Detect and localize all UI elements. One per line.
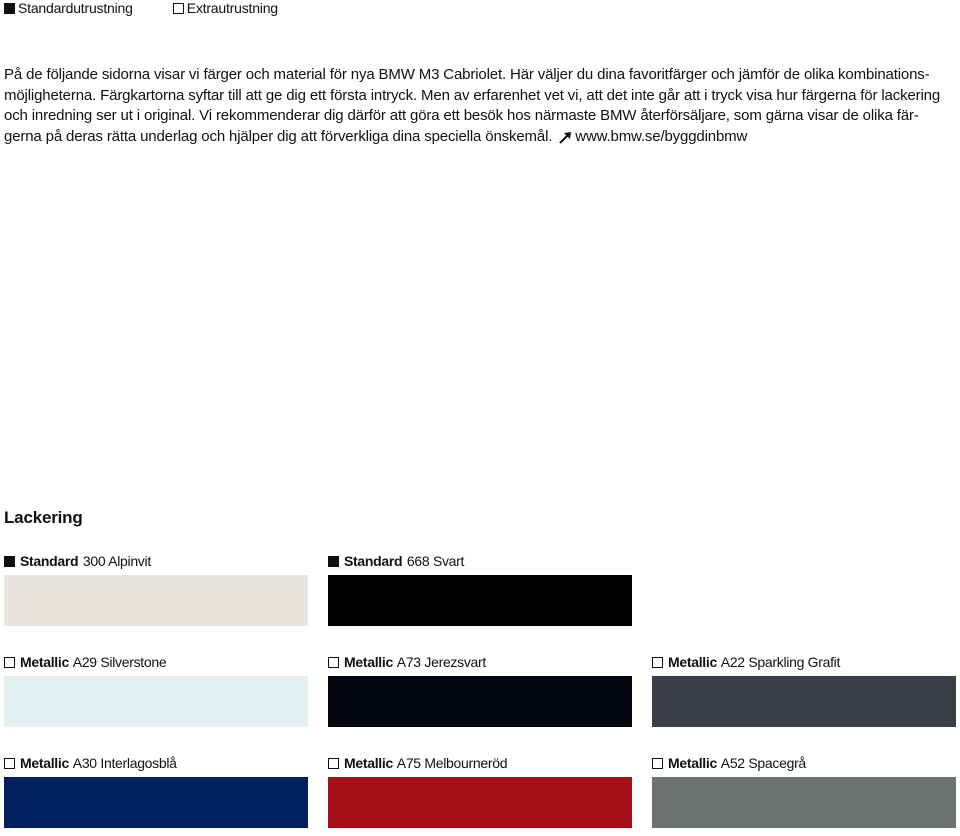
swatch-type: Metallic bbox=[344, 654, 393, 670]
open-square-icon bbox=[4, 657, 15, 668]
swatch-300-alpinvit bbox=[4, 552, 308, 570]
color-swatch bbox=[652, 676, 956, 727]
swatch-a75-melbournerod bbox=[328, 754, 632, 772]
swatch-label bbox=[652, 653, 956, 671]
legend-extra bbox=[173, 0, 278, 16]
swatch-name: Interlagosblå bbox=[100, 755, 177, 771]
legend-extra-label: Extrautrustning bbox=[186, 0, 278, 16]
swatch-label bbox=[4, 653, 308, 671]
swatch-type: Metallic bbox=[20, 654, 69, 670]
swatch-code: 300 bbox=[82, 553, 106, 569]
arrow-icon bbox=[558, 131, 572, 145]
swatch-type: Metallic bbox=[344, 755, 393, 771]
swatch-code: A52 bbox=[720, 755, 745, 771]
swatch-name: Jerezsvart bbox=[424, 654, 486, 670]
color-swatch bbox=[4, 777, 308, 828]
swatch-name: Spacegrå bbox=[748, 755, 806, 771]
color-swatch bbox=[4, 575, 308, 626]
swatch-label bbox=[328, 552, 632, 570]
swatch-code: A29 bbox=[72, 654, 97, 670]
color-swatch bbox=[328, 575, 632, 626]
open-square-icon bbox=[173, 3, 184, 14]
intro-text: På de följande sidorna visar vi färger och material för nya BMW M3 Cabriolet. Här väljer du dina favoritfärger och jämför de olika kombinations-möjligheterna. Färgkartorna syftar till att ge dig ett första intryck. Men av erfarenhet vet vi, att det inte går att i tryck visa hur färgerna för lackering och inredning ser ut i original. Vi rekommenderar dig därför att göra ett besök hos närmaste BMW återförsäljare, som gärna visar de olika fär-gerna på deras rätta underlag och hjälper dig att förverkliga dina speciella önskemål. bbox=[4, 66, 941, 145]
swatch-a73-jerezsvart bbox=[328, 653, 632, 671]
swatch-name: Melbourneröd bbox=[424, 755, 508, 771]
open-square-icon bbox=[652, 758, 663, 769]
configurator-link[interactable]: www.bmw.se/byggdinbmw bbox=[575, 127, 748, 145]
swatch-type: Metallic bbox=[20, 755, 69, 771]
swatch-label bbox=[652, 754, 956, 772]
open-square-icon bbox=[328, 758, 339, 769]
intro-paragraph bbox=[4, 65, 956, 147]
open-square-icon bbox=[652, 657, 663, 668]
swatch-label bbox=[328, 754, 632, 772]
swatch-code: A22 bbox=[720, 654, 745, 670]
filled-square-icon bbox=[328, 556, 339, 567]
swatch-code: A30 bbox=[72, 755, 97, 771]
swatch-label bbox=[4, 754, 308, 772]
swatch-code: 668 bbox=[406, 553, 430, 569]
swatch-type: Metallic bbox=[668, 654, 717, 670]
swatch-type: Standard bbox=[344, 553, 403, 569]
filled-square-icon bbox=[4, 556, 15, 567]
swatch-name: Sparkling Grafit bbox=[748, 654, 841, 670]
swatch-name: Alpinvit bbox=[108, 553, 151, 569]
color-swatch bbox=[4, 676, 308, 727]
open-square-icon bbox=[4, 758, 15, 769]
swatch-a22-sparkling-grafit bbox=[652, 653, 956, 671]
swatch-type: Standard bbox=[20, 553, 79, 569]
open-square-icon bbox=[328, 657, 339, 668]
color-swatch bbox=[328, 777, 632, 828]
swatch-label bbox=[328, 653, 632, 671]
equipment-legend bbox=[4, 0, 278, 16]
swatch-label bbox=[4, 552, 308, 570]
filled-square-icon bbox=[4, 3, 15, 14]
color-swatch bbox=[652, 777, 956, 828]
swatch-name: Svart bbox=[432, 553, 465, 569]
swatch-a30-interlagosbla bbox=[4, 754, 308, 772]
section-title-lackering: Lackering bbox=[4, 508, 83, 527]
swatch-668-svart bbox=[328, 552, 632, 570]
swatch-code: A73 bbox=[396, 654, 421, 670]
swatch-type: Metallic bbox=[668, 755, 717, 771]
color-swatch bbox=[328, 676, 632, 727]
swatch-code: A75 bbox=[396, 755, 421, 771]
swatch-name: Silverstone bbox=[100, 654, 167, 670]
legend-standard bbox=[4, 0, 133, 16]
swatch-a52-spacegra bbox=[652, 754, 956, 772]
legend-standard-label: Standardutrustning bbox=[18, 0, 133, 16]
swatch-a29-silverstone bbox=[4, 653, 308, 671]
